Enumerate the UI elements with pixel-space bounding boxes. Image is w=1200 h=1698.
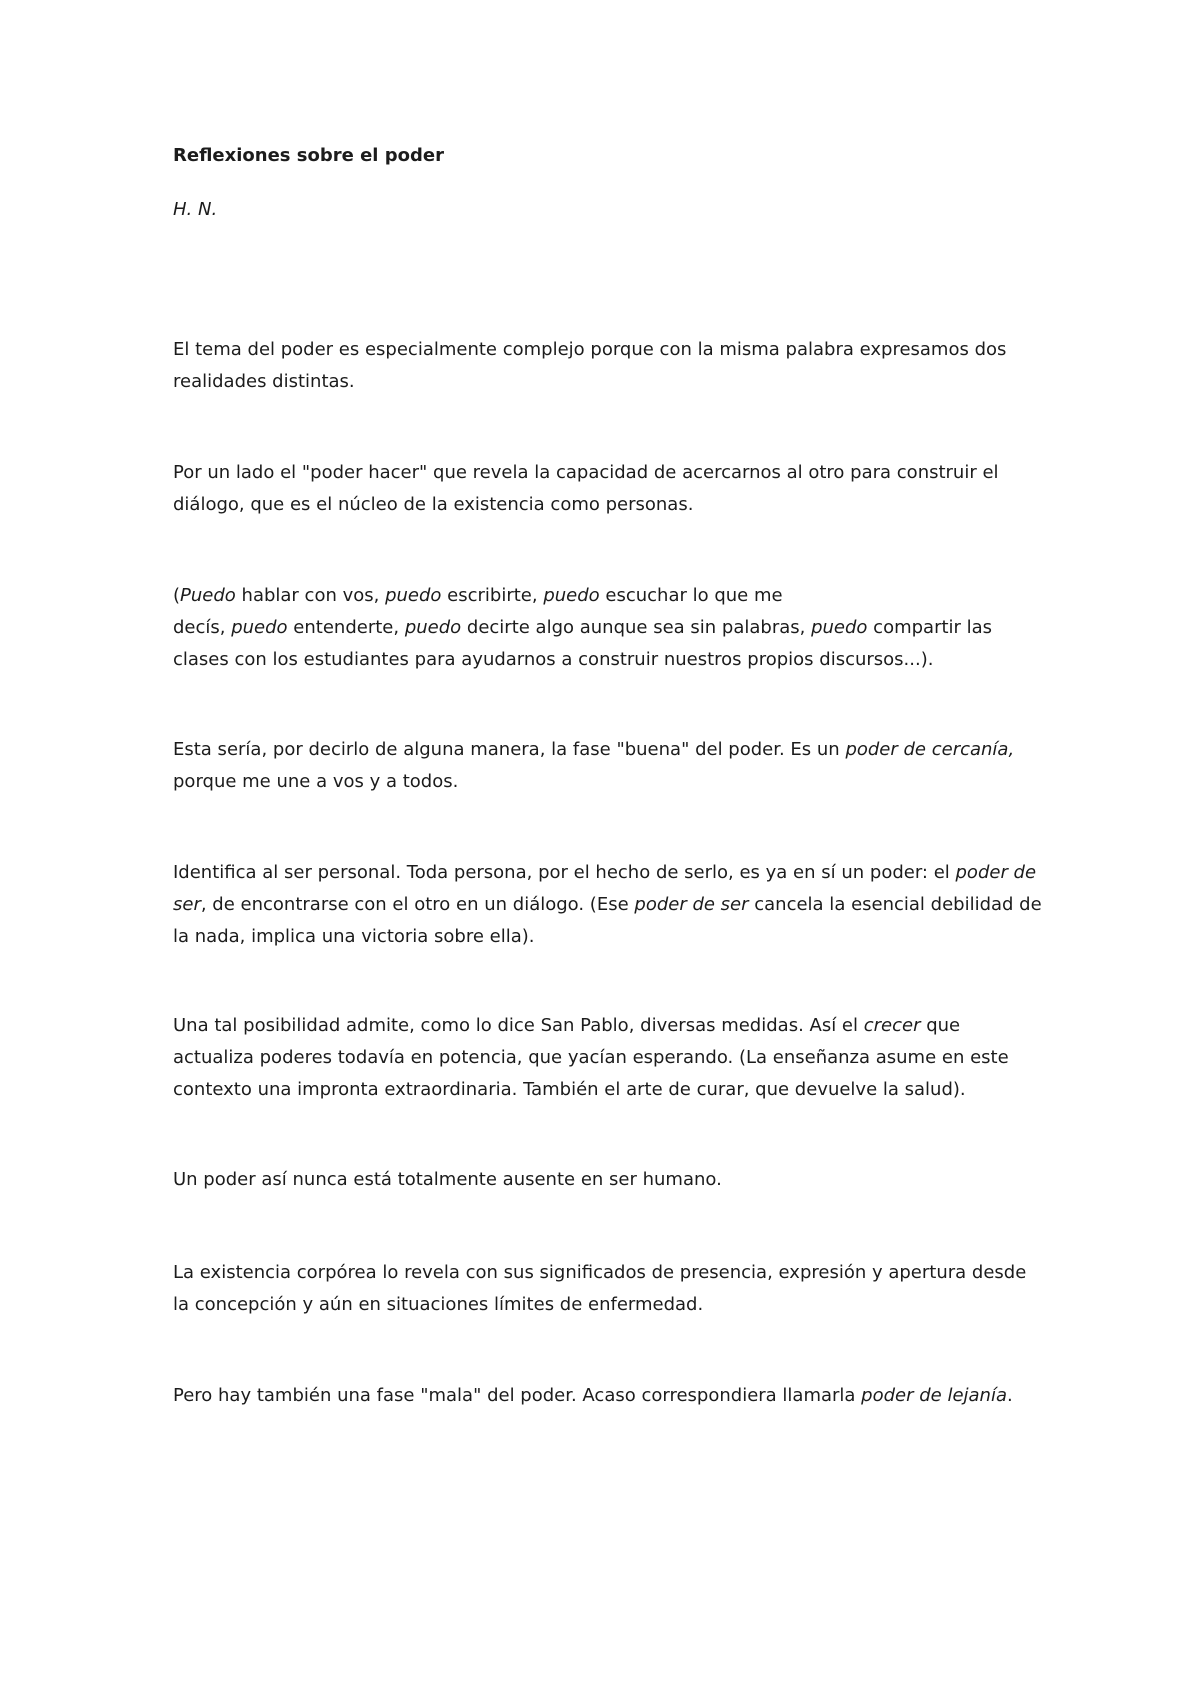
italic-run: poder de ser xyxy=(634,894,749,915)
paragraph-line: la nada, implica una victoria sobre ella). xyxy=(173,926,535,947)
paragraph-8 xyxy=(173,1257,1053,1321)
italic-run: puedo xyxy=(543,585,600,606)
paragraph-line: Por un lado el "poder hacer" que revela la capacidad de acercarnos al otro para construir el xyxy=(173,462,999,483)
italic-run: ser xyxy=(173,894,201,915)
paragraph-1 xyxy=(173,334,1053,398)
text-run: escuchar lo que me xyxy=(599,585,783,606)
text-run: Identifica al ser personal. Toda persona, por el hecho de serlo, es ya en sí un poder: el xyxy=(173,862,956,883)
italic-run: poder de lejanía xyxy=(861,1385,1007,1406)
paragraph-line: clases con los estudiantes para ayudarnos a construir nuestros propios discursos...). xyxy=(173,649,934,670)
paragraph-5 xyxy=(173,857,1053,953)
paragraph-line: actualiza poderes todavía en potencia, que yacían esperando. (La enseñanza asume en este xyxy=(173,1047,1009,1068)
paragraph-line xyxy=(173,857,1053,889)
text-run: Pero hay también una fase "mala" del poder. Acaso correspondiera llamarla xyxy=(173,1385,862,1406)
paragraph-line: Un poder así nunca está totalmente ausente en ser humano. xyxy=(173,1169,722,1190)
italic-run: Puedo xyxy=(180,585,236,606)
text-run: que xyxy=(920,1015,961,1036)
paragraph-line xyxy=(173,1010,1053,1042)
text-run: , de encontrarse con el otro en un diálogo. (Ese xyxy=(200,894,635,915)
paragraph-4 xyxy=(173,734,1053,798)
text-run: escribirte, xyxy=(441,585,544,606)
paragraph-line: contexto una impronta extraordinaria. También el arte de curar, que devuelve la salud). xyxy=(173,1079,966,1100)
text-run: Esta sería, por decirlo de alguna manera, la fase "buena" del poder. Es un xyxy=(173,739,846,760)
italic-run: crecer xyxy=(863,1015,921,1036)
italic-run: puedo xyxy=(385,585,442,606)
paragraph-line: porque me une a vos y a todos. xyxy=(173,771,459,792)
text-run: compartir las xyxy=(867,617,993,638)
italic-run: poder de xyxy=(955,862,1037,883)
text-run: . xyxy=(1007,1385,1013,1406)
document-title: Reflexiones sobre el poder xyxy=(173,145,444,166)
italic-run: puedo xyxy=(811,617,868,638)
paragraph-7 xyxy=(173,1164,1053,1196)
text-run: ( xyxy=(173,585,181,606)
italic-run: poder de cercanía, xyxy=(845,739,1015,760)
paragraph-line xyxy=(173,580,1053,612)
text-run: Una tal posibilidad admite, como lo dice San Pablo, diversas medidas. Así el xyxy=(173,1015,864,1036)
text-run: hablar con vos, xyxy=(235,585,386,606)
text-run: cancela la esencial debilidad de xyxy=(748,894,1042,915)
paragraph-line xyxy=(173,1380,1053,1412)
text-run: decirte algo aunque sea sin palabras, xyxy=(461,617,812,638)
paragraph-line xyxy=(173,889,1053,921)
paragraph-line: La existencia corpórea lo revela con sus significados de presencia, expresión y apertura desde xyxy=(173,1262,1027,1283)
paragraph-line: la concepción y aún en situaciones límites de enfermedad. xyxy=(173,1294,704,1315)
paragraph-line: El tema del poder es especialmente complejo porque con la misma palabra expresamos dos xyxy=(173,339,1007,360)
italic-run: puedo xyxy=(404,617,462,638)
paragraph-3 xyxy=(173,580,1053,676)
paragraph-line xyxy=(173,734,1053,766)
paragraph-2 xyxy=(173,457,1053,521)
paragraph-6 xyxy=(173,1010,1053,1106)
paragraph-9 xyxy=(173,1380,1053,1412)
text-run: entenderte, xyxy=(287,617,405,638)
document-author: H. N. xyxy=(173,199,218,220)
paragraph-line xyxy=(173,612,1053,644)
text-run: decís, xyxy=(173,617,232,638)
paragraph-line: realidades distintas. xyxy=(173,371,355,392)
italic-run: puedo xyxy=(231,617,288,638)
paragraph-line: diálogo, que es el núcleo de la existencia como personas. xyxy=(173,494,694,515)
